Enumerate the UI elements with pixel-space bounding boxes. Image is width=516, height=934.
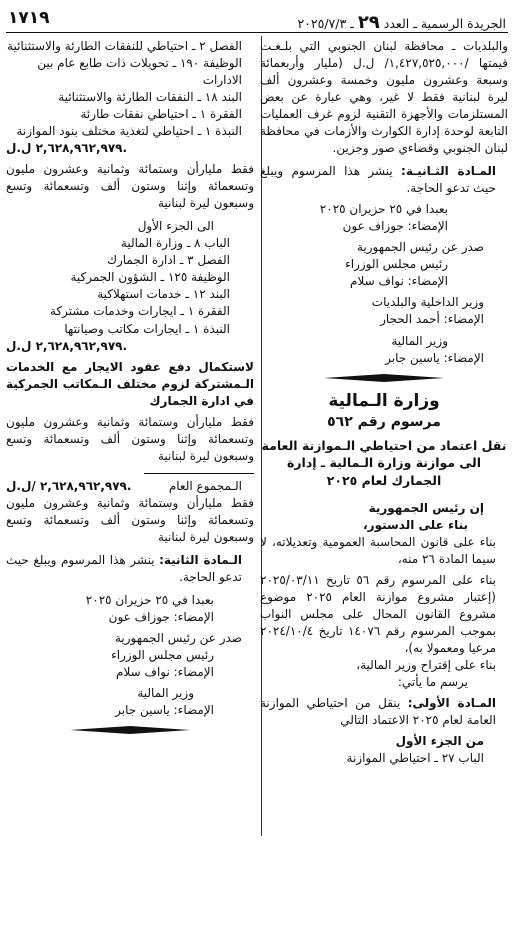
pm-signature: الإمضاء: نواف سلام bbox=[350, 274, 448, 289]
ornament-divider bbox=[6, 725, 254, 735]
left-column bbox=[6, 38, 254, 928]
gazette-name: الجريدة الرسمية ـ العدد bbox=[383, 16, 506, 31]
page-number: ١٧١٩ bbox=[8, 8, 50, 28]
amount-in-words: فقط مليارأن وستمائة وثمانية وعشرون مليون وتسعمائة وإثنا وستون ألف وتسعمائة وتسع وسبعون ليرة لبنانية bbox=[6, 162, 254, 211]
paragraph: يرسم ما يأتي: bbox=[397, 675, 468, 690]
pm-title: رئيس مجلس الوزراء bbox=[345, 257, 448, 272]
page-header bbox=[6, 6, 508, 33]
finance-minister-signature: الإمضاء: ياسين جابر bbox=[115, 703, 214, 718]
budget-line: الفقرة ١ ـ ايجارات وخدمات مشتركة bbox=[49, 304, 230, 319]
budget-line: الفصل ٢ ـ احتياطي للنفقات الطارئة والاستثنائية bbox=[7, 39, 242, 53]
decree-number: مرسوم رقم ٥٦٢ bbox=[327, 413, 441, 430]
article-label: المـادة الثـانيـة: bbox=[401, 164, 496, 179]
budget-line: الوظيفة ١٩٠ ـ تحويلات ذات طابع عام بين الادارات bbox=[37, 56, 242, 88]
right-column bbox=[260, 38, 508, 928]
preamble-president: إن رئيس الجمهورية bbox=[368, 500, 484, 515]
issued-by: صدر عن رئيس الجمهورية bbox=[356, 240, 484, 255]
issue-number: ٢٩ bbox=[357, 12, 380, 33]
pm-signature: الإمضاء: نواف سلام bbox=[116, 665, 214, 680]
paragraph: بناء على قانون المحاسبة العمومية وتعديلاته، لا سيما المادة ٢٦ منه، bbox=[260, 534, 496, 566]
article-text: ينشر هذا المرسوم ويبلغ حيث تدعو الحاجة. bbox=[260, 164, 496, 196]
finance-minister-title: وزير المالية bbox=[137, 686, 194, 701]
decree-subject: نقل اعتماد من احتياطي الـموازنة العامة الى موازنة وزارة الـمالية ـ إدارة الجمارك لعام ٢٠٢٥ bbox=[261, 437, 507, 489]
part-heading: من الجزء الأول bbox=[395, 734, 484, 749]
grand-total-row bbox=[6, 478, 254, 495]
ornament-divider bbox=[260, 373, 508, 383]
issue-date: ـ ٢٠٢٥/٧/٣ bbox=[297, 16, 354, 31]
pm-title: رئيس مجلس الوزراء bbox=[111, 648, 214, 663]
budget-line: الوظيفة ١٢٥ ـ الشؤون الجمركية bbox=[70, 270, 230, 285]
budget-line: الباب ٨ ـ وزارة المالية bbox=[120, 236, 230, 251]
chapter-line: الباب ٢٧ ـ احتياطي الموازنة bbox=[346, 751, 484, 766]
budget-line: الفقرة ١ ـ احتياطي نفقات طارئة bbox=[80, 107, 242, 122]
preamble-constitution: بناء على الدستور، bbox=[363, 517, 468, 532]
ministry-title: وزارة الـمالية bbox=[328, 390, 440, 411]
article-2 bbox=[6, 552, 254, 586]
amount: ٢,٦٢٨,٩٦٢,٩٧٩ ل.ل. bbox=[6, 141, 128, 156]
budget-line: النبذة ١ ـ ايجارات مكاتب وصيانتها bbox=[64, 321, 230, 336]
interior-minister-signature: الإمضاء: أحمد الحجار bbox=[380, 312, 484, 327]
total-label: الـمجموع العام bbox=[168, 478, 242, 493]
purpose-statement: لاستكمال دفع عقود الايجار مع الخدمات الـمشتركة لزوم مختلف الـمكاتب الجمركية في ادارة الجمارك bbox=[6, 359, 254, 408]
interior-minister-title: وزير الداخلية والبلديات bbox=[371, 295, 484, 310]
paragraph: بناء على المرسوم رقم ٥٦ تاريخ ٢٠٢٥/٠٣/١١ (إعتبار مشروع موازنة العام ٢٠٢٥ موضوع مشروع القانون المحال على مجلس النواب بموجب المرسوم رقم ١٤٠٧٦ تاريخ ٢٠٢٤/١٠/٤ مرعيا ومعمولا به)، bbox=[260, 572, 496, 656]
amount-in-words: فقط مليارأن وستمائة وثمانية وعشرون مليون وتسعمائة وإثنا وستون ألف وتسعمائة وتسع وسبعون ليرة لبنانية bbox=[6, 495, 254, 544]
total-amount: ٢,٦٢٨,٩٦٢,٩٧٩ /ل.ل. bbox=[6, 478, 132, 493]
article-1 bbox=[260, 695, 508, 729]
paragraph: والبلديات ـ محافظة لبنان الجنوبي التي بلـغـت قيمتها /١,٤٢٧,٥٢٥,٠٠٠/ ل.ل (مليار وأربعمائة وسبعة وعشرون مليون وخمسة وعشرون ألف ليرة لبنانية فقط لا غير، وهي عبارة عن بعض المستلزمات والأجهزة التقنية لزوم غرف العمليات التابعة لوحدة إدارة الكوارث والأزمات في محافظة لبنان الجنوبي وقضاءي صور وجزين. bbox=[260, 39, 508, 156]
amount: ٢,٦٢٨,٩٦٢,٩٧٩ ل.ل. bbox=[6, 338, 128, 353]
part-heading: الى الجزء الأول bbox=[137, 219, 214, 234]
amount-in-words: فقط مليارأن وستمائة وثمانية وعشرون مليون وتسعمائة وإثنا وستون ألف وتسعمائة وتسع وسبعون ليرة لبنانية bbox=[6, 414, 254, 463]
budget-line: النبذة ١ ـ احتياطي لتغذية مختلف بنود الموازنة bbox=[16, 124, 242, 139]
total-rule bbox=[144, 473, 254, 474]
article-text: ينشر هذا المرسوم ويبلغ حيث تدعو الحاجة. bbox=[6, 552, 242, 584]
budget-line: الفصل ٣ ـ ادارة الجمارك bbox=[107, 253, 230, 268]
paragraph: بناء على إقتراح وزير المالية، bbox=[356, 658, 496, 673]
article-label: المـادة الأولى: bbox=[407, 696, 496, 711]
budget-line: البند ١٨ ـ النفقات الطارئة والاستثنائية bbox=[58, 90, 242, 105]
article-2 bbox=[260, 163, 508, 197]
budget-line: البند ١٢ ـ خدمات استهلاكية bbox=[97, 287, 230, 302]
finance-minister-signature: الإمضاء: ياسين جابر bbox=[385, 350, 484, 365]
signature-president: الإمضاء: جوزاف عون bbox=[342, 219, 448, 234]
finance-minister-title: وزير المالية bbox=[391, 333, 448, 348]
article-text: ينقل من احتياطي الموازنة العامة لعام ٢٠٢٥ الاعتماد التالي bbox=[260, 696, 496, 728]
article-label: الـمادة الثانية: bbox=[159, 552, 242, 567]
signature-president: الإمضاء: جوزاف عون bbox=[108, 609, 214, 624]
gazette-title bbox=[297, 12, 506, 33]
signature-date: بعبدا في ٢٥ حزيران ٢٠٢٥ bbox=[319, 202, 448, 217]
signature-date: بعبدا في ٢٥ حزيران ٢٠٢٥ bbox=[85, 592, 214, 607]
issued-by: صدر عن رئيس الجمهورية bbox=[114, 631, 242, 645]
